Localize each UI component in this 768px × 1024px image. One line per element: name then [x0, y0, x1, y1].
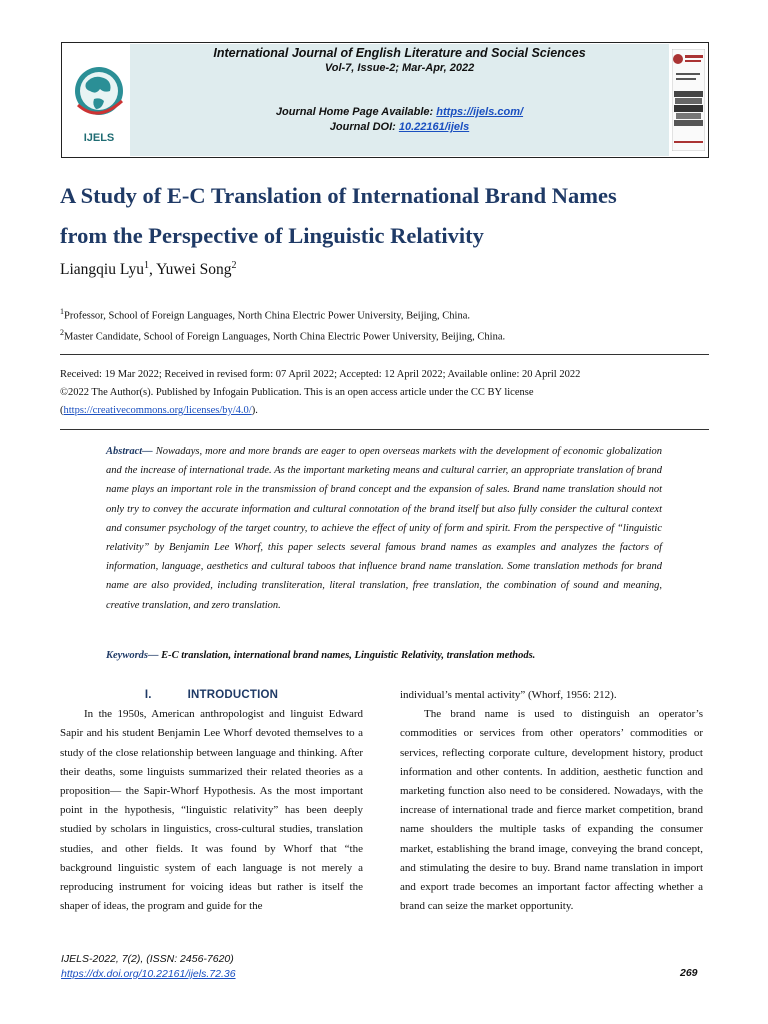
journal-home-link[interactable]: https://ijels.com/ — [436, 106, 524, 118]
license-url-line — [60, 402, 710, 420]
license-url-close: ). — [251, 405, 258, 416]
ijels-globe-logo — [72, 53, 127, 148]
paper-title-line2: from the Perspective of Linguistic Relativity — [60, 223, 484, 248]
license-url-open: ( — [60, 405, 64, 416]
keywords — [106, 650, 666, 661]
affiliation-1 — [60, 307, 470, 322]
logo-text: IJELS — [83, 132, 115, 144]
footer-doi-link[interactable]: https://dx.doi.org/10.22161/ijels.72.36 — [61, 968, 236, 980]
journal-home-label: Journal Home Page Available: — [275, 106, 437, 118]
body-left-column — [60, 686, 363, 916]
abstract — [106, 442, 662, 615]
section-heading — [60, 686, 363, 705]
journal-cover-thumbnail — [672, 49, 705, 151]
author-2: Yuwei Song — [156, 261, 232, 279]
section-title: INTRODUCTION — [187, 689, 279, 701]
journal-doi-link[interactable]: 10.22161/ijels — [398, 121, 470, 133]
page-footer — [61, 952, 236, 982]
divider — [60, 354, 709, 355]
journal-home — [130, 106, 669, 118]
affiliation-2-text: Master Candidate, School of Foreign Languages, North China Electric Power University, Beijing, China. — [64, 331, 506, 343]
paper-title — [60, 176, 720, 256]
journal-doi — [130, 121, 669, 133]
affiliation-2 — [60, 328, 505, 343]
keywords-text: E-C translation, international brand names, Linguistic Relativity, translation methods. — [158, 650, 536, 661]
affiliation-1-text: Professor, School of Foreign Languages, North China Electric Power University, Beijing, China. — [64, 310, 470, 322]
publication-dates: Received: 19 Mar 2022; Received in revised form: 07 April 2022; Accepted: 12 April 2022; Available online: 20 April 2022 — [60, 369, 581, 380]
affiliation-2-sup: 2 — [60, 328, 64, 337]
journal-header — [61, 42, 709, 158]
abstract-text: Nowadays, more and more brands are eager to open overseas markets with the development of economic globalization and the increase of international trade. As the important marketing means and cultural carrier, an appropriate translation of brand name plays an important role in the transmission of brand concept and the expansion of sales. Brand name translation should not only try to convey the accurate information and cultural connotation of the brand itself but also fully consider the cultural context and consumer psychology of the target country, to achieve the effect of unity of form and spirit. From the perspective of “linguistic relativity” by Benjamin Lee Whorf, this paper selects several famous brand names as examples and analyzes the factors of information, language, aesthetics and cultural taboos that influence brand name translation. Some translation methods for brand name are also provided, including transliteration, literal translation, free translation, the combination of sound and meaning, creative translation, and zero translation. — [106, 446, 662, 611]
divider — [60, 429, 709, 430]
page-number: 269 — [680, 967, 698, 979]
license-link[interactable]: https://creativecommons.org/licenses/by/4.0/ — [63, 405, 252, 416]
journal-doi-label: Journal DOI: — [329, 121, 399, 133]
author-sep: , — [148, 261, 157, 279]
author-1-sup: 1 — [143, 260, 149, 271]
body-paragraph-continued: individual’s mental activity” (Whorf, 1956: 212). — [400, 689, 617, 701]
footer-citation: IJELS-2022, 7(2), (ISSN: 2456-7620) — [61, 953, 234, 965]
body-paragraph: The brand name is used to distinguish an operator’s commodities or services from other operators’ commodities or services, reflecting corporate culture, development history, product information and other contents. In addition, aesthetic function and marketing function also need to be considered. Nowadays, with the increase of international trade and fierce market competition, brand name shoulders the multiple tasks of expanding the consumer market, establishing the brand image, conveying the brand concept, and stimulating the desire to buy. Brand name translation in import and export trade becomes an important factor affecting whether a brand can seize the market opportunity. — [400, 708, 703, 913]
keywords-label: Keywords— — [106, 650, 159, 661]
author-2-sup: 2 — [231, 260, 237, 271]
author-1: Liangqiu Lyu — [60, 261, 144, 279]
journal-name: International Journal of English Literature and Social Sciences — [213, 46, 586, 60]
header-banner — [130, 44, 669, 156]
body-right-column — [400, 686, 703, 916]
authors — [60, 260, 237, 279]
journal-volume: Vol-7, Issue-2; Mar-Apr, 2022 — [324, 62, 475, 74]
abstract-label: Abstract— — [106, 446, 153, 457]
publication-info — [60, 366, 710, 420]
affiliation-1-sup: 1 — [60, 307, 64, 316]
license-text: ©2022 The Author(s). Published by Infogain Publication. This is an open access article under the CC BY license — [60, 387, 534, 398]
section-number: I. — [144, 689, 152, 701]
body-paragraph: In the 1950s, American anthropologist and linguist Edward Sapir and his student Benjamin Lee Whorf devoted themselves to a study of the close relationship between language and thinking. After their deaths, some linguists summarized their related theories as a proposition— the Sapir-Whorf Hypothesis. As the most important point in the hypothesis, “linguistic relativity” has been deeply studied by scholars in linguistics, cross-cultural studies, translation studies, and other fields. It was found by Whorf that “the background linguistic system of each language is not merely a reproducing instrument for voicing ideas but rather is itself the shaper of ideas, the program and guide for the — [60, 708, 363, 913]
paper-title-line1: A Study of E-C Translation of International Brand Names — [60, 183, 617, 208]
